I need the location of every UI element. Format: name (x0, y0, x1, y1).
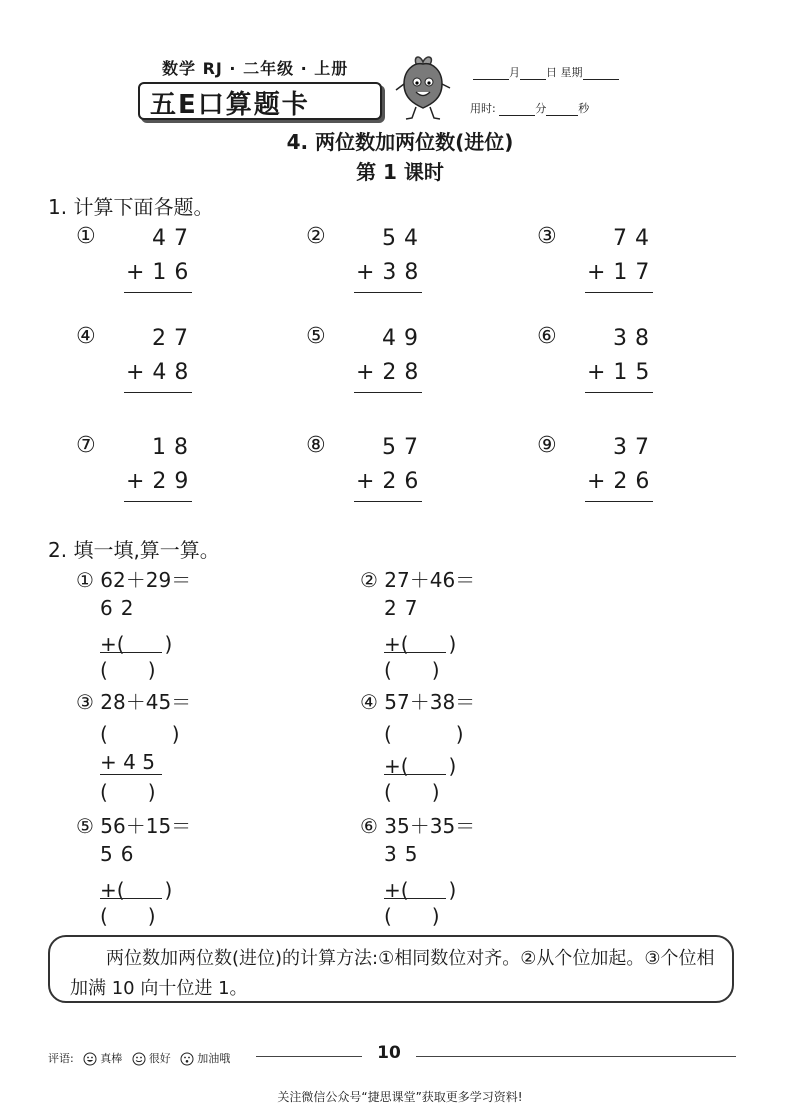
vertical-result[interactable]: ( ) (100, 780, 156, 804)
brand-title: 五E口算题卡 (150, 90, 310, 120)
minutes-blank[interactable] (499, 103, 535, 116)
addend-top: 74 (613, 226, 657, 251)
vertical-row-1[interactable]: ( ) (100, 722, 188, 746)
rating-good: 很好 (148, 1052, 171, 1065)
fill-problem-6 (360, 810, 560, 930)
addend-bottom: +17 (587, 260, 658, 285)
addend-top: 38 (613, 326, 657, 351)
day-label: 日 (546, 66, 557, 79)
problem-2 (306, 224, 456, 304)
weekday-label: 星期 (560, 66, 583, 79)
vertical-row-2[interactable]: +( ) (100, 878, 173, 902)
time-line (470, 100, 589, 116)
rating-cheer: 加油哦 (197, 1052, 231, 1065)
problem-number: ⑥ (537, 324, 557, 349)
equation: ③ 28＋45＝ (76, 690, 192, 714)
equation: ④ 57＋38＝ (360, 690, 476, 714)
vertical-result[interactable]: ( ) (384, 658, 440, 682)
problem-number: ⑧ (306, 433, 326, 458)
sum-line[interactable] (124, 292, 192, 293)
day-blank[interactable] (520, 67, 546, 80)
problem-number: ⑦ (76, 433, 96, 458)
sum-line[interactable] (585, 501, 653, 502)
weekday-blank[interactable] (583, 67, 619, 80)
problem-number: ③ (537, 224, 557, 249)
addend-top: 49 (382, 326, 426, 351)
page-number: 10 (377, 1043, 401, 1063)
minutes-label: 分 (535, 102, 547, 115)
addend-top: 47 (152, 226, 196, 251)
vertical-result[interactable]: ( ) (100, 658, 156, 682)
problem-6 (537, 324, 687, 404)
sum-line (384, 652, 446, 653)
problem-number: ② (306, 224, 326, 249)
section1-title: 1. 计算下面各题。 (48, 195, 214, 219)
addend-bottom: +29 (126, 469, 197, 494)
rating-great: 真棒 (100, 1052, 123, 1065)
addend-bottom: +28 (356, 360, 427, 385)
fill-problem-5 (76, 810, 276, 930)
problem-5 (306, 324, 456, 404)
cheer-face-icon[interactable] (180, 1052, 194, 1066)
fill-problem-1 (76, 564, 276, 684)
vertical-row-2[interactable]: +( ) (384, 754, 457, 778)
fill-problem-4 (360, 686, 560, 806)
sum-line (100, 898, 162, 899)
addend-bottom: +26 (356, 469, 427, 494)
problem-number: ⑤ (306, 324, 326, 349)
addend-top: 27 (152, 326, 196, 351)
smile-face-icon[interactable] (132, 1052, 146, 1066)
vertical-result[interactable]: ( ) (384, 780, 440, 804)
month-blank[interactable] (473, 67, 509, 80)
sum-line[interactable] (124, 501, 192, 502)
addend-bottom: +38 (356, 260, 427, 285)
sum-line[interactable] (354, 501, 422, 502)
sum-line[interactable] (585, 392, 653, 393)
problem-4 (76, 324, 226, 404)
addend-top: 18 (152, 435, 196, 460)
sum-line[interactable] (354, 292, 422, 293)
vertical-row-2[interactable]: +( ) (384, 878, 457, 902)
seconds-label: 秒 (578, 102, 590, 115)
vertical-row-1[interactable]: 35 (384, 842, 426, 866)
problem-3 (537, 224, 687, 304)
problem-8 (306, 433, 456, 513)
lesson-title: 第 1 课时 (356, 160, 444, 184)
vertical-row-1[interactable]: 62 (100, 596, 142, 620)
sum-line[interactable] (124, 392, 192, 393)
time-label: 用时: (470, 102, 496, 115)
equation: ① 62＋29＝ (76, 568, 192, 592)
mascot-icon (392, 52, 454, 122)
problem-number: ④ (76, 324, 96, 349)
addend-top: 37 (613, 435, 657, 460)
vertical-row-1[interactable]: 56 (100, 842, 142, 866)
vertical-row-2[interactable]: +( ) (100, 632, 173, 656)
vertical-row-1[interactable]: 27 (384, 596, 426, 620)
book-subject: 数学 RJ · 二年级 · 上册 (162, 59, 349, 78)
footer-rule (256, 1056, 736, 1057)
sum-line (100, 774, 162, 775)
sum-line (384, 898, 446, 899)
sum-line (100, 652, 162, 653)
addend-top: 54 (382, 226, 426, 251)
addend-bottom: +48 (126, 360, 197, 385)
problem-number: ① (76, 224, 96, 249)
problem-9 (537, 433, 687, 513)
vertical-result[interactable]: ( ) (384, 904, 440, 928)
addend-bottom: +15 (587, 360, 658, 385)
fill-problem-2 (360, 564, 560, 684)
chapter-title: 4. 两位数加两位数(进位) (286, 130, 514, 154)
sum-line[interactable] (585, 292, 653, 293)
fill-problem-3 (76, 686, 276, 806)
addend-top: 57 (382, 435, 426, 460)
equation: ② 27＋46＝ (360, 568, 476, 592)
sum-line[interactable] (354, 392, 422, 393)
problem-7 (76, 433, 226, 513)
grin-face-icon[interactable] (83, 1052, 97, 1066)
sum-line (384, 774, 446, 775)
problem-number: ⑨ (537, 433, 557, 458)
vertical-row-1[interactable]: ( ) (384, 722, 472, 746)
date-line (473, 64, 619, 80)
section2-title: 2. 填一填,算一算。 (48, 538, 220, 562)
addend-bottom: +16 (126, 260, 197, 285)
vertical-row-2[interactable]: +( ) (384, 632, 457, 656)
seconds-blank[interactable] (546, 103, 578, 116)
rating-bar (48, 1050, 230, 1066)
problem-1 (76, 224, 226, 304)
method-tip-text: 两位数加两位数(进位)的计算方法:①相同数位对齐。②从个位加起。③个位相加满 10 向十位进 1。 (70, 948, 715, 999)
rating-label: 评语: (48, 1052, 74, 1065)
vertical-result[interactable]: ( ) (100, 904, 156, 928)
equation: ⑥ 35＋35＝ (360, 814, 476, 838)
addend-bottom: +26 (587, 469, 658, 494)
vertical-row-2[interactable]: + 4 5 (100, 750, 155, 774)
promo-text: 关注微信公众号“捷思课堂”获取更多学习资料! (277, 1090, 523, 1104)
month-label: 月 (509, 66, 520, 79)
equation: ⑤ 56＋15＝ (76, 814, 192, 838)
